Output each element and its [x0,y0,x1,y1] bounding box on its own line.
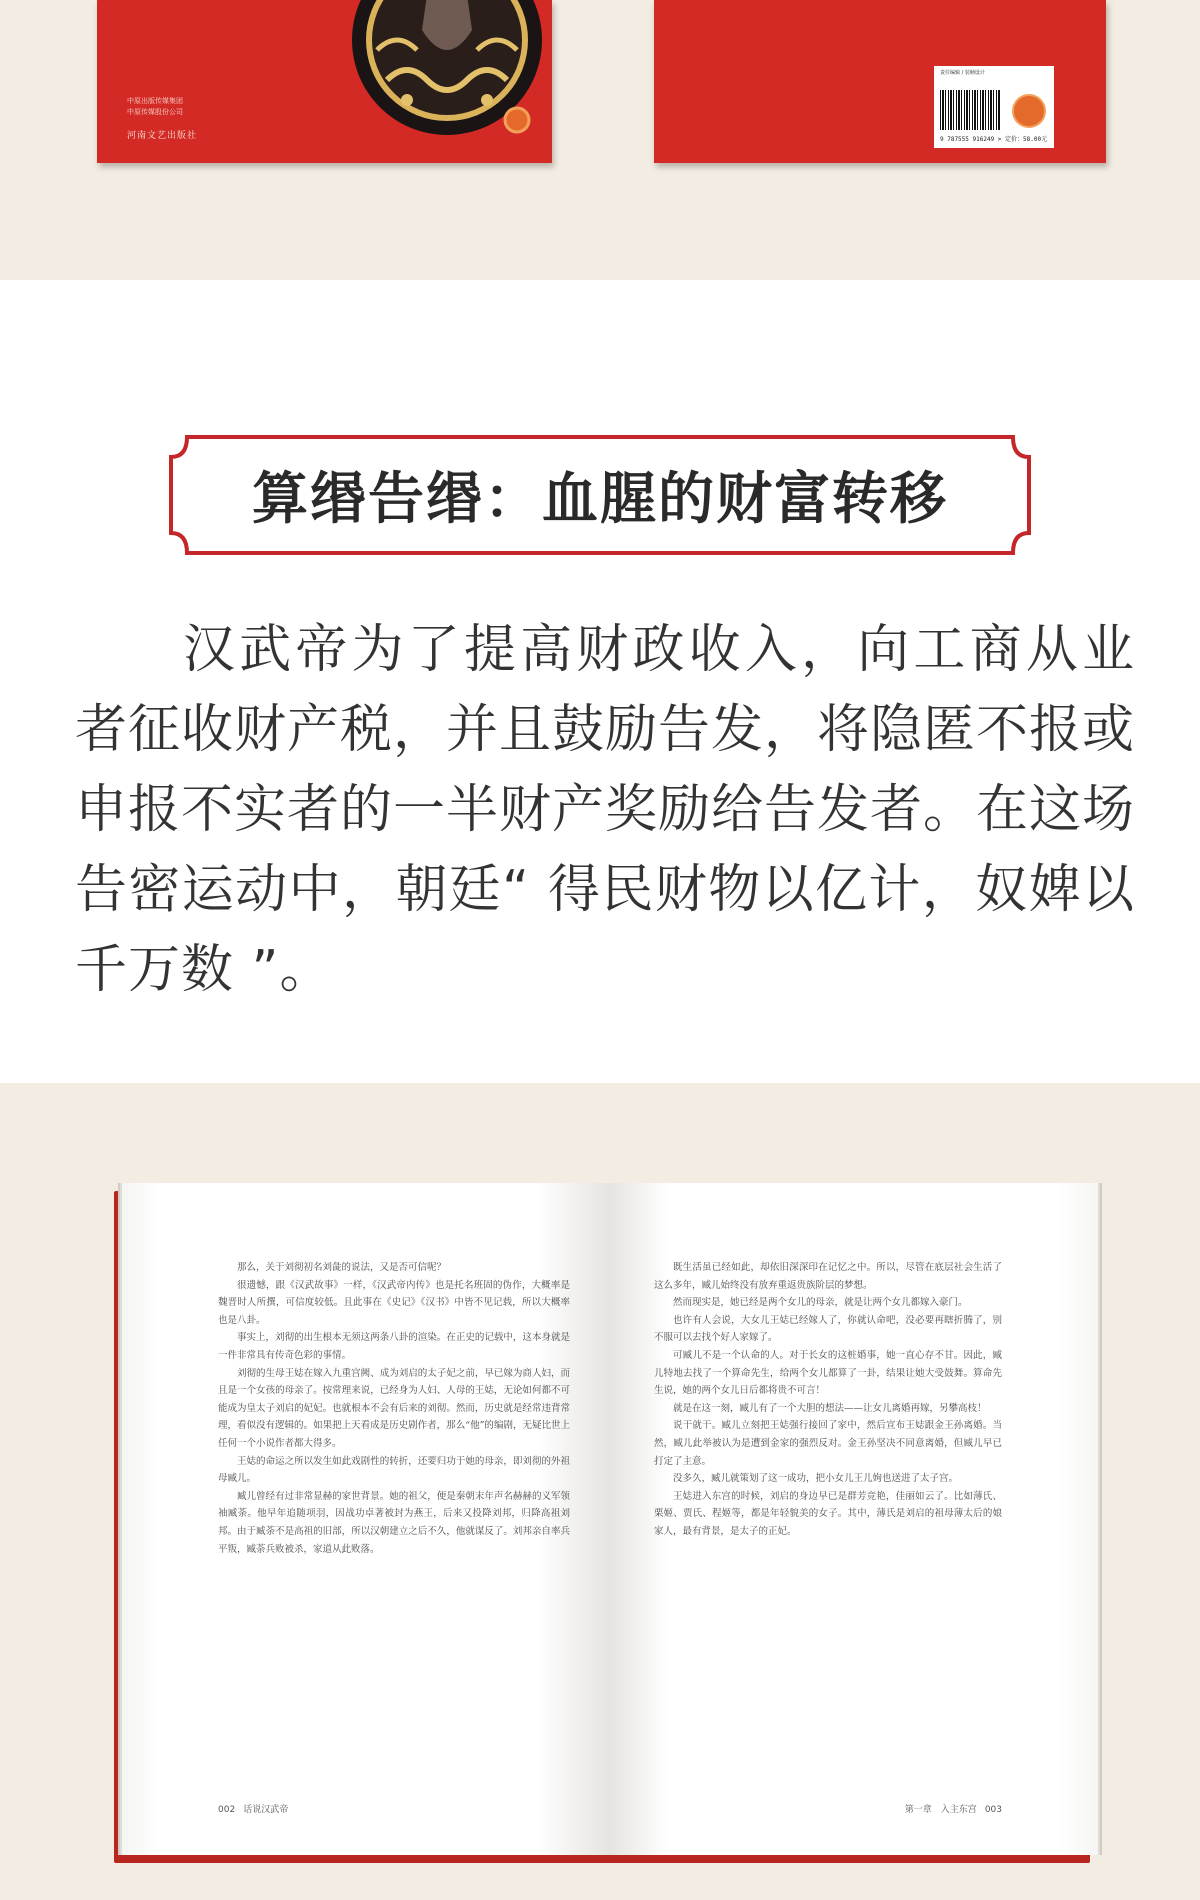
page-paragraph: 可臧儿不是一个认命的人。对于长女的这桩婚事，她一直心存不甘。因此，臧儿特地去找了一个算命先生，给两个女儿都算了一卦，结果让她大受鼓舞。算命先生说，她的两个女儿日后都将贵不可言！ [654,1349,1002,1397]
page-paragraph: 就是在这一刻，臧儿有了一个大胆的想法——让女儿离婚再嫁，另攀高枝！ [673,1402,987,1414]
publisher-logo: 河南文艺出版社 [127,131,198,141]
mascot-logo-icon [1012,94,1046,128]
page-number: 003 [984,1805,1002,1815]
page-paragraph: 臧儿曾经有过非常显赫的家世背景。她的祖父，便是秦朝末年声名赫赫的义军领袖臧荼。他早年追随项羽，因战功卓著被封为燕王，后来又投降刘邦，归降高祖刘邦。由于臧荼不是高祖的旧部，所以汉朝建立之后不久，他就谋反了。刘邦亲自率兵平叛，臧荼兵败被杀，家道从此败落。 [218,1490,570,1555]
cover-ornament-illustration [347,0,547,160]
left-page-footer [218,1802,296,1815]
section-title: 算缗告缗：血腥的财富转移 [252,467,948,532]
open-book [114,1183,1090,1863]
isbn-price: 9 787555 916249 > 定价：58.00元 [940,136,1048,143]
front-cover [97,0,552,163]
barcode-panel [934,66,1054,148]
publisher-line: 中原出版传媒集团 [127,97,183,105]
page-paragraph: 王娡的命运之所以发生如此戏剧性的转折，还要归功于她的母亲，即刘彻的外祖母臧儿。 [218,1455,570,1485]
barcode-header: 责任编辑 / 装帧设计 [940,70,985,76]
left-page-text [218,1259,570,1819]
left-page [122,1183,610,1855]
publisher-lines [127,96,217,118]
page-paragraph: 事实上，刘彻的出生根本无须这两条八卦的渲染。在正史的记载中，这本身就是一件非常具有传奇色彩的事情。 [218,1332,570,1361]
back-cover [654,0,1106,163]
page-number: 002 [218,1805,236,1815]
page-paragraph: 既生活虽已经如此，却依旧深深印在记忆之中。所以，尽管在底层社会生活了这么多年，臧儿始终没有放弃重返贵族阶层的梦想。 [654,1262,1002,1291]
page-paragraph: 然而现实是，她已经是两个女儿的母亲，就是让两个女儿都嫁入豪门。 [673,1297,968,1309]
section-title-frame [165,431,1035,559]
page-paragraph: 刘彻的生母王娡在嫁入九重宫阙、成为刘启的太子妃之前，早已嫁为商人妇，而且是一个女孩的母亲了。按常理来说，已经身为人妇、人母的王娡，无论如何都不可能成为皇太子刘启的妃妃。也就根本不会有后来的刘彻。然而，历史就是经常违背常理，看似没有逻辑的。如果把上天看成是历史剧作者，那么“他”的编剧，无疑比世上任何一个小说作者都大得多。 [218,1367,570,1449]
publisher-line: 中原传媒股份公司 [127,108,183,116]
page-paragraph: 说干就干。臧儿立刻把王娡强行接回了家中，然后宣布王娡跟金王孙离婚。当然，臧儿此举被认为是遭到金家的强烈反对。金王孙坚决不同意离婚，但臧儿早已打定了主意。 [654,1420,1002,1467]
page-paragraph: 也许有人会说，大女儿王娡已经嫁人了，你就认命吧，没必要再瞎折腾了，别不服可以去找个好人家嫁了。 [654,1314,1002,1344]
page-paragraph: 没多久，臧儿就策划了这一成功，把小女儿王儿姁也送进了太子宫。 [673,1473,959,1485]
running-head: 话说汉武帝 [243,1805,289,1815]
right-page [610,1183,1098,1855]
book-cover-band [0,0,1200,280]
right-page-footer [897,1802,1002,1815]
page-paragraph: 王娡进入东宫的时候，刘启的身边早已是群芳竞艳，佳丽如云了。比如薄氏、栗姬、贾氏、程姬等，都是年轻貌美的女子。其中，薄氏是刘启的祖母薄太后的娘家人，最有背景，是太子的正妃。 [654,1490,1002,1537]
barcode-icon [940,90,1000,130]
page-paragraph: 那么，关于刘彻初名刘彘的说法，又是否可信呢？ [237,1262,447,1273]
page-paragraph: 很遗憾，跟《汉武故事》一样，《汉武帝内传》也是托名班固的伪作，大概率是魏晋时人所撰，可信度较低。且此事在《史记》《汉书》中皆不见记载，所以大概率也是八卦。 [218,1279,570,1326]
section-paragraph: 汉武帝为了提高财政收入，向工商从业者征收财产税，并且鼓励告发，将隐匿不报或申报不实者的一半财产奖励给告发者。在这场告密运动中，朝廷“ 得民财物以亿计，奴婢以千万数 ”。 [75,620,1136,1000]
open-book-band [0,1083,1200,1900]
running-head: 第一章 入主东宫 [904,1805,977,1815]
right-page-text [654,1259,1002,1819]
